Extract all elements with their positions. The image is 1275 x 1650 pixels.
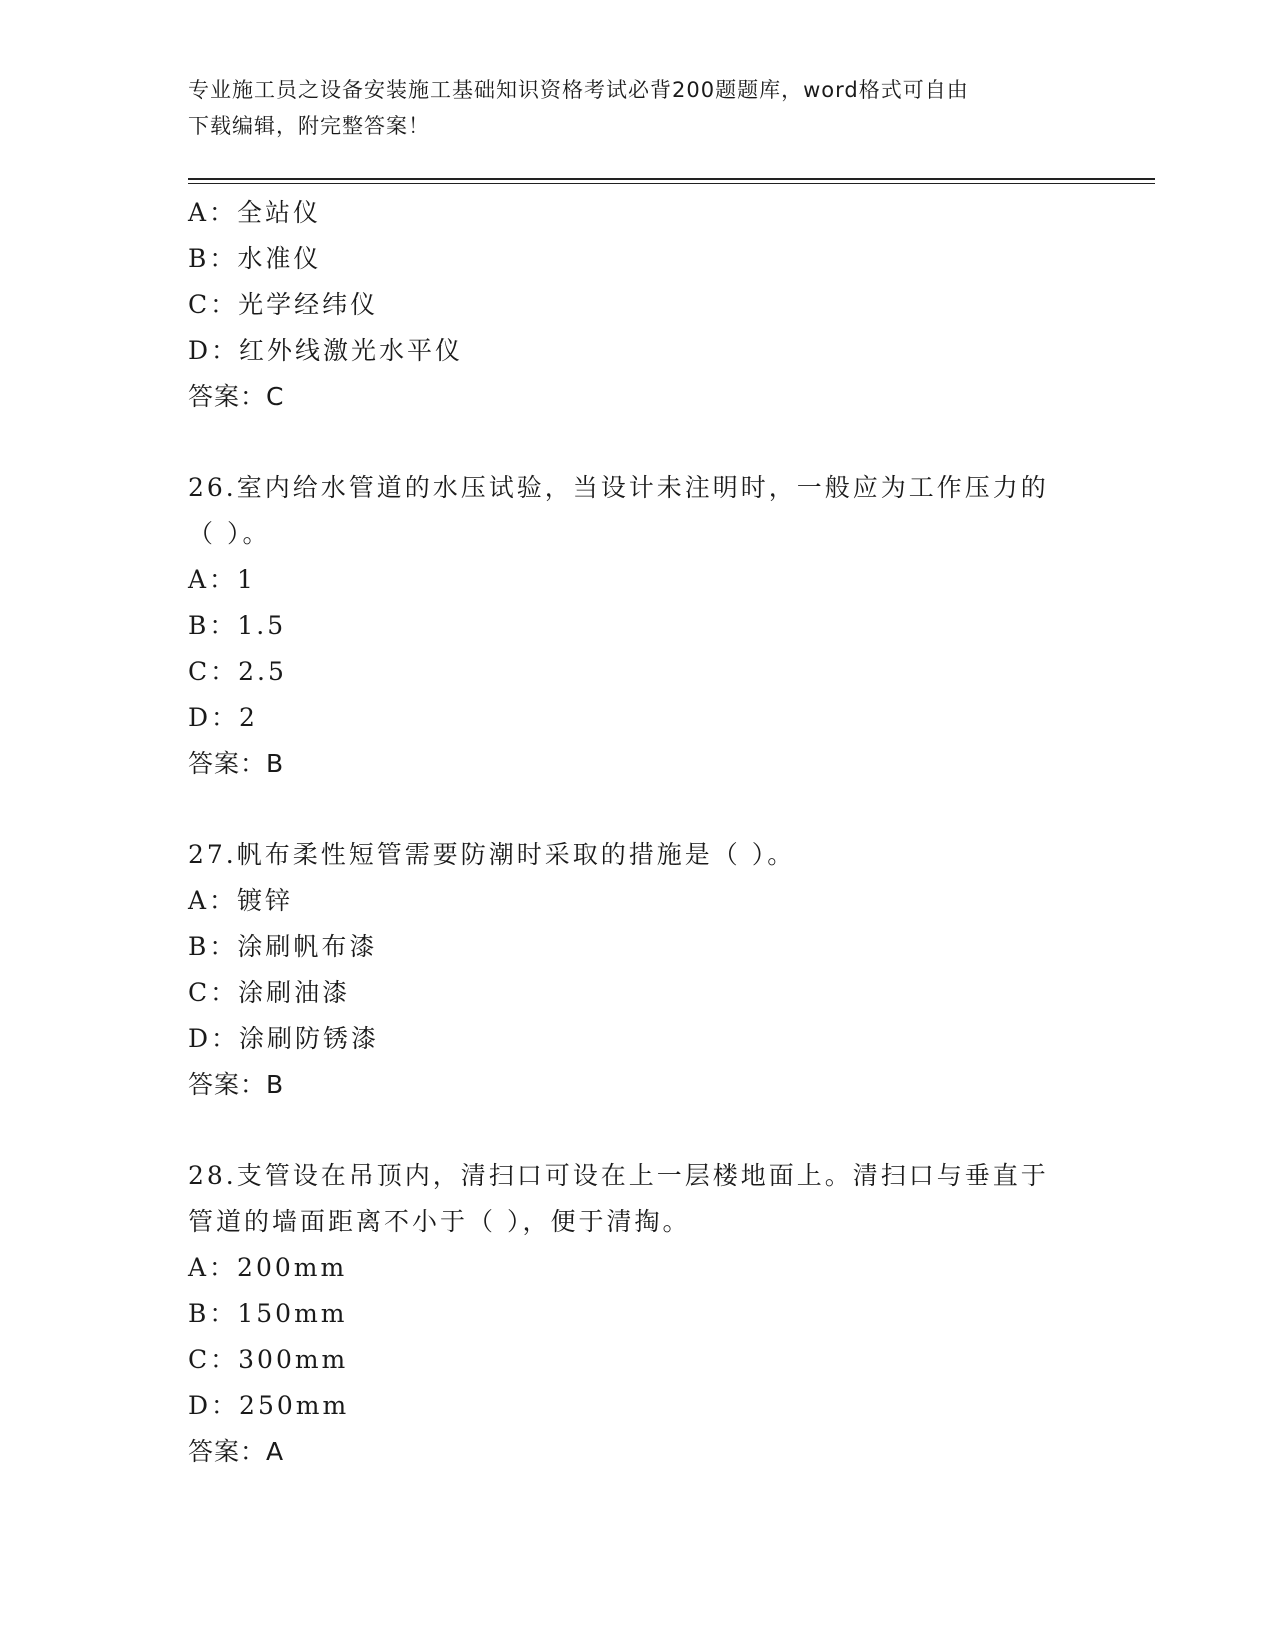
header-line-1: 专业施工员之设备安装施工基础知识资格考试必背200题题库，word格式可自由 [188,78,969,102]
option-d: D：涂刷防锈漆 [188,1024,380,1053]
option-b: B：涂刷帆布漆 [188,932,378,961]
option-c: C：2.5 [188,657,287,686]
answer: 答案：A [188,1437,285,1466]
option-b: B：150mm [188,1299,348,1328]
option-a: A：镀锌 [188,886,294,915]
question-27 [188,832,1088,1108]
header-line-2: 下载编辑，附完整答案！ [188,114,430,138]
answer: 答案：B [188,1070,285,1099]
answer: 答案：C [188,382,285,411]
question-list [188,190,1088,1475]
answer: 答案：B [188,749,285,778]
question-stem-line-1: 28.支管设在吊顶内，清扫口可设在上一层楼地面上。清扫口与垂直于 [188,1161,1049,1190]
option-c: C：涂刷油漆 [188,978,351,1007]
option-a: A：200mm [188,1253,348,1282]
option-b: B：水准仪 [188,244,322,273]
header-divider-thin [188,183,1155,184]
option-d: D：2 [188,703,258,732]
option-c: C：光学经纬仪 [188,290,379,319]
question-stem-line-2: （ ）。 [188,519,271,548]
option-d: D：250mm [188,1391,350,1420]
question-26 [188,465,1088,787]
option-a: A：1 [188,565,256,594]
document-header [188,72,1088,144]
option-b: B：1.5 [188,611,287,640]
option-d: D：红外线激光水平仪 [188,336,464,365]
question-28 [188,1153,1088,1475]
question-stem-line-1: 27.帆布柔性短管需要防潮时采取的措施是（ ）。 [188,840,796,869]
option-a: A：全站仪 [188,198,322,227]
question-stem-line-1: 26.室内给水管道的水压试验，当设计未注明时，一般应为工作压力的 [188,473,1049,502]
header-divider-thick [188,178,1155,180]
question-25 [188,190,1088,420]
question-stem-line-2: 管道的墙面距离不小于（ ），便于清掏。 [188,1207,691,1236]
option-c: C：300mm [188,1345,349,1374]
